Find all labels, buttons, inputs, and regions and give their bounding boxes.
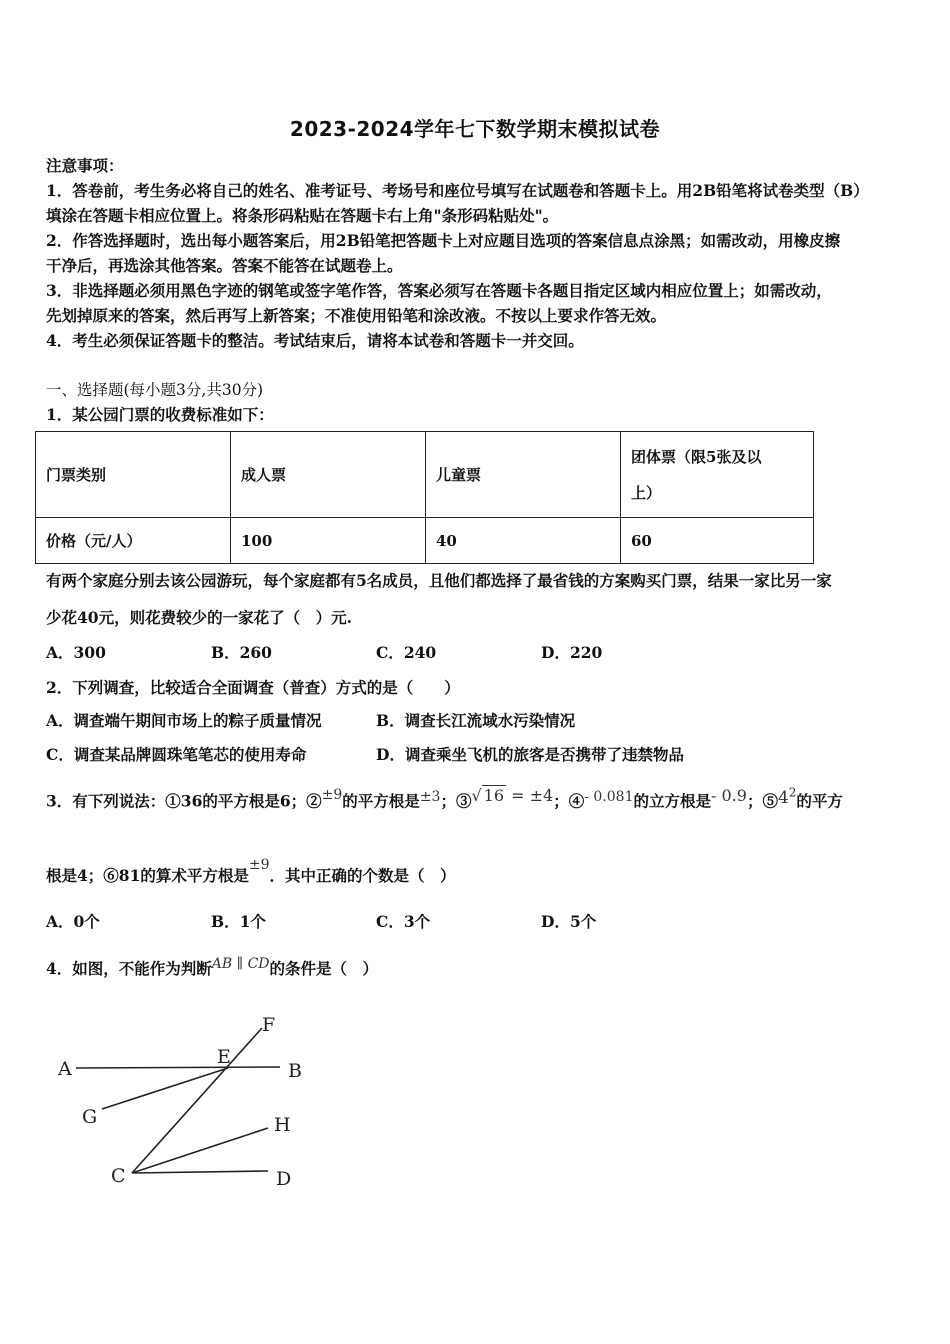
q1-option: B．260 — [211, 643, 272, 662]
math-expr: 2 — [788, 785, 797, 799]
math-expr: √ 16 = ±4 — [471, 785, 554, 805]
q3-text: 3．有下列说法：①36的平方根是6；② — [46, 791, 322, 811]
q4-text: 的条件是（ ） — [269, 959, 379, 978]
q3-option: D．5个 — [541, 912, 597, 931]
q1-text: 少花40元，则花费较少的一家花了（ ）元. — [46, 608, 352, 627]
math-expr: AB ∥ CD — [211, 956, 270, 972]
fee-table — [35, 431, 814, 564]
table-header: 门票类别 — [36, 432, 231, 518]
q3-text: 的平方根是 — [342, 791, 420, 811]
q3-option: B．1个 — [211, 912, 266, 931]
table-cell: 100 — [231, 518, 426, 564]
q3-text: 的立方根是 — [633, 791, 711, 811]
q3-text: ；④ — [553, 791, 585, 811]
q4-text: 4．如图，不能作为判断 — [46, 959, 212, 978]
q2-option: B．调查长江流域水污染情况 — [376, 711, 576, 730]
q2-option: C．调查某品牌圆珠笔笔芯的使用寿命 — [46, 745, 307, 764]
label-G: G — [82, 1106, 98, 1128]
q3-text: 根是4；⑥81的算术平方根是 — [46, 866, 249, 885]
notice-line: 2．作答选择题时，选出每小题答案后，用2B铅笔把答题卡上对应题目选项的答案信息点涂黑；如需改动，用橡皮擦 — [46, 231, 841, 250]
q3-option: C．3个 — [376, 912, 431, 931]
math-expr: ±3 — [419, 788, 441, 805]
math-expr: 16 — [483, 785, 505, 805]
label-F: F — [262, 1014, 276, 1036]
label-D: D — [276, 1168, 292, 1190]
label-E: E — [217, 1046, 231, 1068]
table-header-line: 上） — [631, 483, 662, 502]
table-header: 儿童票 — [426, 432, 621, 518]
notice-line: 4．考生必须保证答题卡的整洁。考试结束后，请将本试卷和答题卡一并交回。 — [46, 331, 584, 350]
q3-text: ；③ — [440, 791, 472, 811]
line-AB — [76, 1067, 280, 1068]
geometry-figure — [40, 1005, 340, 1195]
q3-text: ；⑤ — [746, 791, 778, 811]
q1-option: A．300 — [46, 643, 106, 662]
page-title: 2023-2024学年七下数学期末模拟试卷 — [289, 117, 661, 141]
q3-stem-line2 — [46, 857, 456, 886]
math-expr: - 0.081 — [584, 788, 634, 805]
line-GE — [102, 1068, 228, 1109]
q4-stem — [46, 957, 378, 979]
math-expr: = ±4 — [506, 785, 554, 805]
math-expr: ±9 — [248, 857, 270, 873]
q3-option: A．0个 — [46, 912, 100, 931]
notice-line: 1．答卷前，考生务必将自己的姓名、准考证号、考场号和座位号填写在试题卷和答题卡上。用2B铅笔将试卷类型（B） — [46, 181, 869, 200]
q2-stem: 2．下列调查，比较适合全面调查（普查）方式的是（ ） — [46, 678, 460, 697]
notice-line: 先划掉原来的答案，然后再写上新答案；不准使用铅笔和涂改液。不按以上要求作答无效。 — [46, 306, 667, 325]
table-cell: 价格（元/人） — [36, 518, 231, 564]
notice-heading: 注意事项： — [46, 156, 124, 175]
notice-line: 填涂在答题卡相应位置上。将条形码粘贴在答题卡右上角"条形码粘贴处"。 — [46, 206, 559, 225]
table-header: 成人票 — [231, 432, 426, 518]
table-cell: 60 — [621, 518, 814, 564]
line-CD — [132, 1171, 268, 1173]
label-B: B — [288, 1060, 302, 1082]
section-heading: 一、选择题(每小题3分,共30分) — [46, 381, 264, 399]
table-header-line: 团体票（限5张及以 — [631, 447, 762, 466]
q1-text: 有两个家庭分别去该公园游玩，每个家庭都有5名成员，且他们都选择了最省钱的方案购买门票，结果一家比另一家 — [46, 571, 832, 590]
q2-option: D．调查乘坐飞机的旅客是否携带了违禁物品 — [376, 745, 684, 764]
q3-text: ．其中正确的个数是（ ） — [269, 866, 456, 885]
label-H: H — [274, 1114, 291, 1136]
q1-option: C．240 — [376, 643, 437, 662]
math-expr: 4 — [777, 787, 789, 808]
math-expr: ±9 — [321, 786, 343, 803]
notice-line: 3．非选择题必须用黑色字迹的钢笔或签字笔作答，答案必须写在答题卡各题目指定区域内相应位置上；如需改动， — [46, 281, 832, 300]
label-A: A — [58, 1058, 72, 1080]
q3-text: 的平方 — [796, 791, 843, 811]
q2-option: A．调查端午期间市场上的粽子质量情况 — [46, 711, 322, 730]
q1-option: D．220 — [541, 643, 603, 662]
q3-stem-line1 — [46, 785, 843, 812]
table-header — [621, 432, 814, 518]
math-expr: - 0.9 — [711, 785, 747, 805]
table-cell: 40 — [426, 518, 621, 564]
q1-stem: 1．某公园门票的收费标准如下： — [46, 405, 274, 424]
math-expr — [777, 785, 797, 808]
notice-line: 干净后，再选涂其他答案。答案不能答在试题卷上。 — [46, 256, 403, 275]
label-C: C — [111, 1165, 126, 1187]
